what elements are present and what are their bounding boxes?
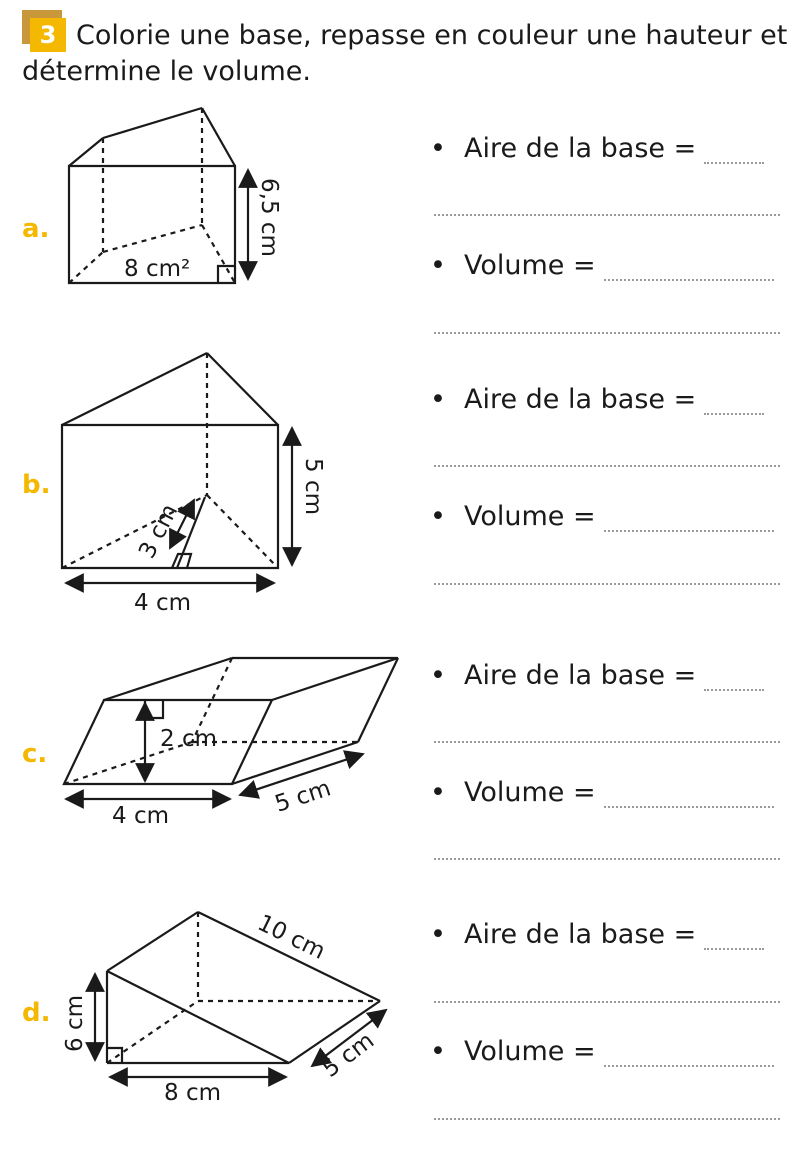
answer-line[interactable] (434, 741, 780, 743)
bullet-icon: • (430, 1036, 446, 1067)
volume-label: Volume = (464, 1036, 596, 1067)
answer-field-base-c[interactable] (704, 669, 764, 691)
answer-field-volume-d[interactable] (604, 1045, 774, 1067)
item-letter-b: b. (22, 470, 51, 500)
answer-field-volume-c[interactable] (604, 786, 774, 808)
answer-line[interactable] (434, 332, 780, 334)
answer-row-base-d (430, 919, 764, 950)
bullet-icon: • (430, 384, 446, 415)
answer-field-base-b[interactable] (704, 393, 764, 415)
answer-line[interactable] (434, 583, 780, 585)
label-c-base-side: 4 cm (112, 803, 169, 829)
label-d-length: 5 cm (317, 1027, 380, 1083)
label-b-prism-height: 5 cm (300, 458, 326, 515)
answer-line[interactable] (434, 1001, 780, 1003)
answer-line[interactable] (434, 1118, 780, 1120)
answer-row-volume-b (430, 501, 774, 532)
answer-field-volume-b[interactable] (604, 510, 774, 532)
answer-line[interactable] (434, 214, 780, 216)
answer-row-base-b (430, 384, 764, 415)
volume-label: Volume = (464, 777, 596, 808)
exercise-number: 3 (30, 18, 66, 52)
answer-line[interactable] (434, 465, 780, 467)
bullet-icon: • (430, 133, 446, 164)
answer-row-volume-c (430, 777, 774, 808)
item-letter-c: c. (22, 739, 48, 769)
prism-c (64, 658, 398, 799)
volume-label: Volume = (464, 501, 596, 532)
answer-row-volume-a (430, 250, 774, 281)
label-a-base-area: 8 cm² (124, 256, 191, 282)
bullet-icon: • (430, 660, 446, 691)
instruction-text: Colorie une base, repasse en couleur une hauteur et détermine le volume. (22, 20, 788, 87)
prism-b (62, 353, 292, 583)
base-area-label: Aire de la base = (464, 660, 697, 691)
bullet-icon: • (430, 501, 446, 532)
bullet-icon: • (430, 250, 446, 281)
answer-row-base-c (430, 660, 764, 691)
answer-row-base-a (430, 133, 764, 164)
answer-field-base-d[interactable] (704, 928, 764, 950)
label-b-base-side: 4 cm (134, 590, 191, 616)
item-letter-d: d. (22, 998, 51, 1028)
volume-label: Volume = (464, 250, 596, 281)
bullet-icon: • (430, 777, 446, 808)
label-b-triangle-height: 3 cm (134, 500, 184, 563)
bullet-icon: • (430, 919, 446, 950)
label-c-height: 2 cm (160, 726, 217, 752)
answer-field-base-a[interactable] (704, 142, 764, 164)
base-area-label: Aire de la base = (464, 384, 697, 415)
label-a-height: 6,5 cm (256, 178, 282, 257)
label-d-hypotenuse: 10 cm (253, 910, 330, 965)
label-d-base-side: 8 cm (164, 1080, 221, 1106)
label-d-height: 6 cm (62, 995, 88, 1052)
label-c-length: 5 cm (271, 775, 335, 818)
answer-field-volume-a[interactable] (604, 259, 774, 281)
answer-row-volume-d (430, 1036, 774, 1067)
base-area-label: Aire de la base = (464, 133, 697, 164)
item-letter-a: a. (22, 214, 50, 244)
base-area-label: Aire de la base = (464, 919, 697, 950)
answer-line[interactable] (434, 858, 780, 860)
